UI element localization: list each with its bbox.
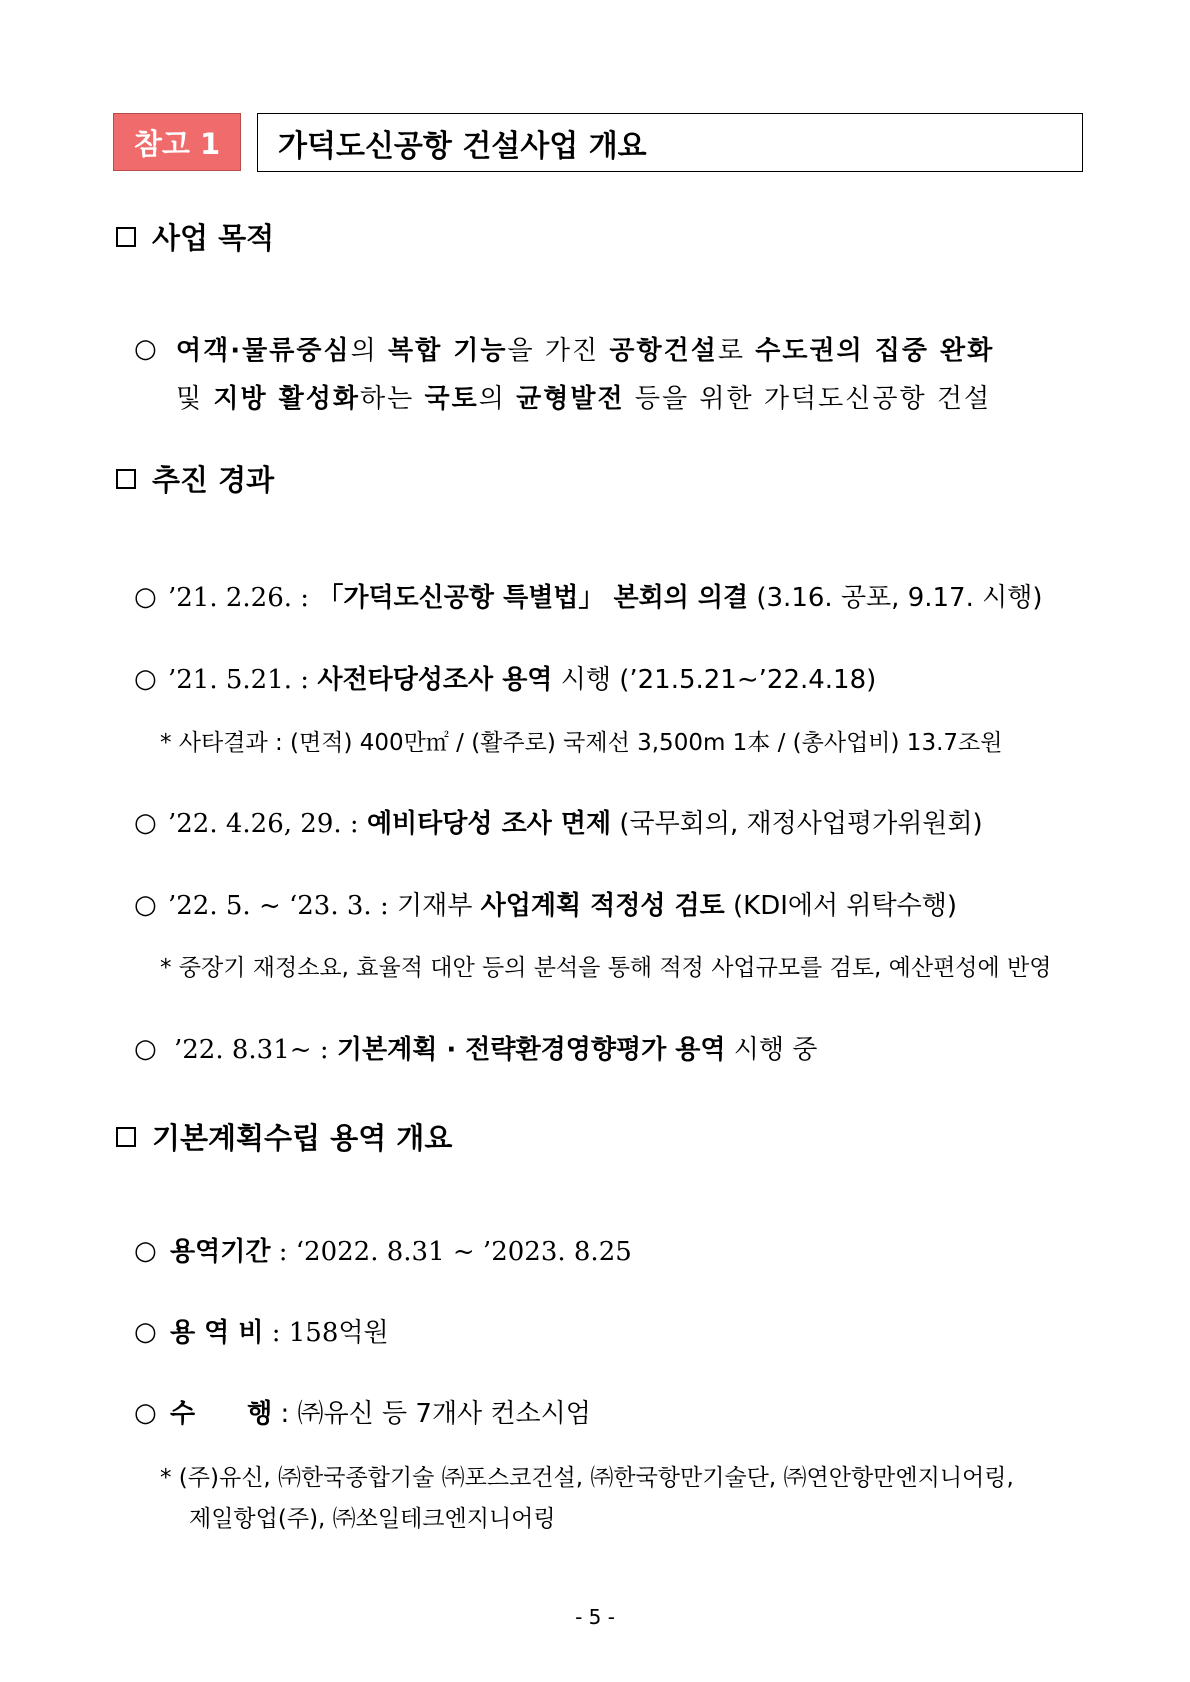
reference-tag	[113, 113, 241, 171]
progress-item: ’21. 2.26. : 「가덕도신공항 특별법」 본회의 의결 (3.16. 공포, 9.17. 시행)	[168, 583, 1043, 613]
bullet-circle-icon: ○	[134, 1236, 157, 1266]
checkbox-square-icon	[116, 1127, 136, 1147]
footnote: * (주)유신, ㈜한국종합기술 ㈜포스코건설, ㈜한국항만기술단, ㈜연안항만엔지니어링,	[160, 1465, 1014, 1491]
reference-tag-label: 참고 1	[133, 126, 221, 161]
overview-item: 수 행 : ㈜유신 등 7개사 컨소시엄	[170, 1399, 591, 1429]
section-heading-text: 사업 목적	[152, 221, 275, 255]
section-heading-overview	[116, 1116, 452, 1157]
checkbox-square-icon	[116, 469, 136, 489]
progress-item: ’22. 5. ~ ‘23. 3. : 기재부 사업계획 적정성 검토 (KDI에서 위탁수행)	[168, 891, 958, 921]
checkbox-square-icon	[116, 227, 136, 247]
purpose-line-1: 여객·물류중심의 복합 기능을 가진 공항건설로 수도권의 집중 완화	[176, 336, 995, 366]
bullet-circle-icon: ○	[134, 890, 157, 920]
footnote: 제일항업(주), ㈜쏘일테크엔지니어링	[189, 1506, 556, 1532]
footnote: * 중장기 재정소요, 효율적 대안 등의 분석을 통해 적정 사업규모를 검토, 예산편성에 반영	[160, 955, 1052, 981]
page-number: - 5 -	[575, 1605, 615, 1629]
page-title-text: 가덕도신공항 건설사업 개요	[278, 128, 647, 164]
progress-item: ’21. 5.21. : 사전타당성조사 용역 시행 (’21.5.21∼’22.4.18)	[168, 665, 877, 695]
bullet-circle-icon: ○	[134, 334, 157, 364]
section-heading-text: 추진 경과	[152, 463, 275, 497]
bullet-circle-icon: ○	[134, 808, 157, 838]
page-title	[257, 113, 1083, 172]
bullet-circle-icon: ○	[134, 1398, 157, 1428]
section-heading-purpose	[116, 216, 274, 257]
section-heading-text: 기본계획수립 용역 개요	[152, 1121, 453, 1155]
section-heading-progress	[116, 458, 274, 499]
progress-item: ’22. 8.31~ : 기본계획 · 전략환경영향평가 용역 시행 중	[174, 1035, 818, 1065]
bullet-circle-icon: ○	[134, 1034, 157, 1064]
bullet-circle-icon: ○	[134, 582, 157, 612]
progress-item: ’22. 4.26, 29. : 예비타당성 조사 면제 (국무회의, 재정사업평가위원회)	[168, 809, 983, 839]
overview-item: 용 역 비 : 158억원	[170, 1318, 389, 1348]
purpose-line-2: 및 지방 활성화하는 국토의 균형발전 등을 위한 가덕도신공항 건설	[176, 384, 992, 414]
overview-item: 용역기간 : ‘2022. 8.31 ~ ’2023. 8.25	[170, 1237, 632, 1267]
bullet-circle-icon: ○	[134, 664, 157, 694]
bullet-circle-icon: ○	[134, 1317, 157, 1347]
footnote: * 사타결과 : (면적) 400만㎡ / (활주로) 국제선 3,500m 1本 / (총사업비) 13.7조원	[160, 730, 1003, 756]
